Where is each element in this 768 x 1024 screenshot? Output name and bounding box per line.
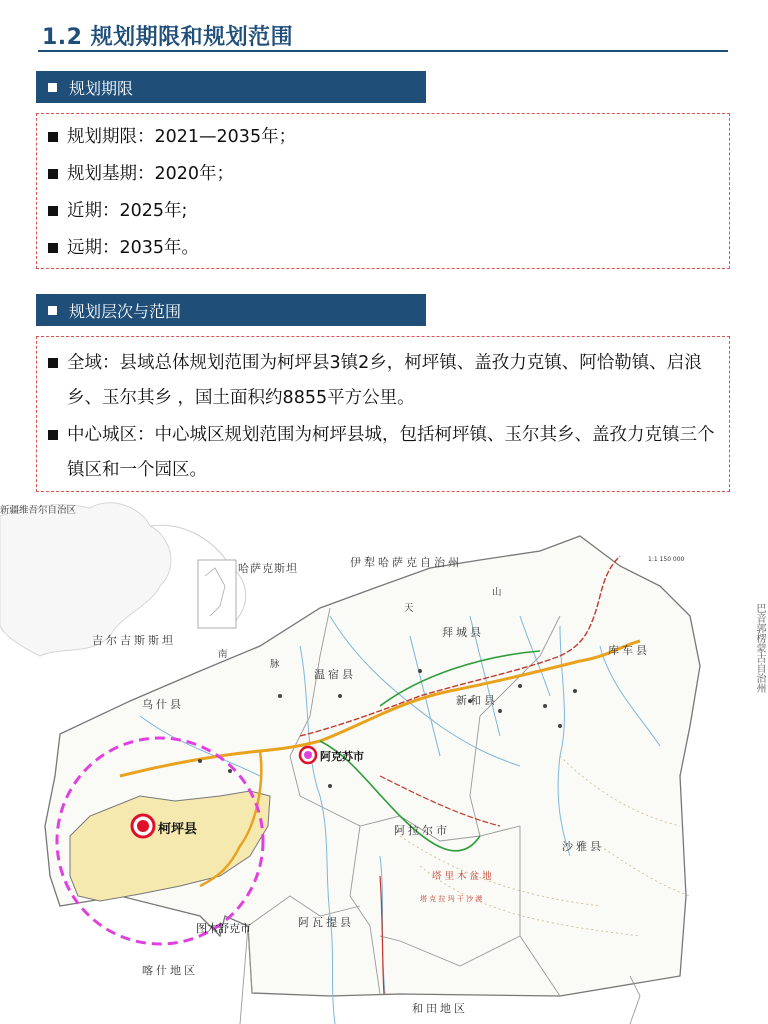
list-item (37, 125, 729, 162)
map-label-tianshan-b: 山 (492, 587, 502, 598)
map-label-kalpin: 柯坪县 (158, 822, 198, 837)
square-bullet-icon (48, 83, 57, 92)
square-bullet-icon (48, 132, 58, 142)
map-label-yili: 伊犁哈萨克自治州 (350, 556, 462, 569)
map-label-tumxuk: 图木舒克市 (196, 922, 251, 935)
square-bullet-icon (48, 430, 58, 440)
square-bullet-icon (48, 206, 58, 216)
list-item-text: 远期：2035年。 (67, 238, 200, 258)
map-label-tianshan-d: 脉 (270, 659, 280, 670)
map-label-kuche: 库车县 (608, 644, 650, 657)
section-header-scope (36, 294, 426, 326)
page-title: 1.2 规划期限和规划范围 (42, 25, 294, 50)
square-bullet-icon (48, 243, 58, 253)
map-label-tianshan-c: 南 (218, 649, 228, 660)
period-box (36, 113, 730, 269)
map-label-xinhe: 新和县 (456, 694, 498, 707)
map-label-wensu: 温宿县 (314, 668, 356, 681)
map-label-awati: 阿瓦提县 (298, 916, 354, 929)
scope-box (36, 336, 730, 492)
list-item (37, 236, 729, 273)
map-label-wushi: 乌什县 (142, 698, 184, 711)
small-inset-box (198, 560, 236, 628)
map-label-shaya: 沙雅县 (562, 840, 604, 853)
map-label-bayingol: 巴音郭楞蒙古自治州 (754, 603, 765, 693)
map-label-kyrgyzstan: 吉尔吉斯斯坦 (92, 634, 176, 647)
map-label-aksu: 阿克苏市 (320, 750, 364, 763)
list-item-text: 规划期限：2021—2035年； (67, 127, 297, 147)
map-label-xinjiang: 新疆维吾尔自治区 (0, 505, 77, 516)
square-bullet-icon (48, 169, 58, 179)
list-item-text: 中心城区：中心城区规划范围为柯坪县城，包括柯坪镇、玉尔其乡、盖孜力克镇三个镇区和一个园区。 (67, 425, 715, 480)
list-item-text: 规划基期：2020年； (67, 164, 235, 184)
map-label-kashgar: 喀什地区 (142, 964, 198, 977)
title-divider (38, 50, 728, 52)
location-map (0, 496, 768, 1024)
section-heading-scope: 规划层次与范围 (69, 301, 182, 321)
section-header-period (36, 71, 426, 103)
map-label-baicheng: 拜城县 (442, 626, 484, 639)
list-item (37, 162, 729, 199)
map-label-hotan: 和田地区 (412, 1002, 468, 1015)
square-bullet-icon (48, 306, 57, 315)
list-item (37, 418, 715, 488)
map-label-desert: 塔 克 拉 玛 干 沙 漠 (420, 895, 483, 903)
list-item (37, 346, 715, 416)
list-item-text: 近期：2025年; (67, 201, 188, 221)
square-bullet-icon (48, 358, 58, 368)
map-graphic (0, 496, 768, 1024)
map-label-tianshan-a: 天 (404, 603, 414, 614)
list-item-text: 全域：县域总体规划范围为柯坪县3镇2乡，柯坪镇、盖孜力克镇、阿恰勒镇、启浪乡、玉尔其乡 ，国土面积约8855平方公里。 (67, 353, 702, 408)
map-scale-label: 1:1 150 000 (648, 556, 685, 563)
section-heading-period: 规划期限 (69, 78, 134, 98)
map-label-kazakhstan: 哈萨克斯坦 (238, 562, 298, 575)
list-item (37, 199, 729, 236)
map-label-alar: 阿拉尔市 (394, 824, 450, 837)
map-label-basin: 塔 里 木 盆 地 (432, 871, 492, 882)
